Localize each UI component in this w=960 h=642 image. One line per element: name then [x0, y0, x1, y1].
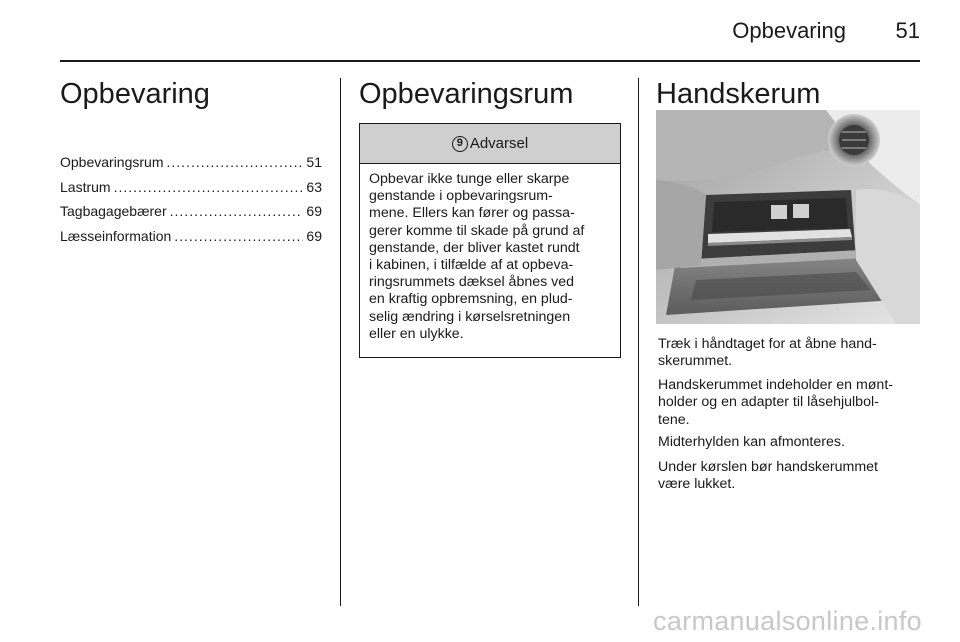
toc-entry-page: 51 [306, 154, 322, 170]
toc-leader [174, 224, 303, 249]
paragraph [658, 377, 922, 429]
running-header-title: Opbevaring [732, 18, 846, 43]
toc-entry[interactable] [60, 150, 322, 175]
glovebox-photo [656, 110, 920, 324]
toc-entry-label: Opbevaringsrum [60, 154, 164, 170]
section-title-storage: Opbevaringsrum [359, 78, 574, 110]
warning-line: gerer komme til skade på grund af [369, 222, 585, 239]
paragraph-line: være lukket. [658, 476, 736, 493]
paragraph-line: Handskerummet indeholder en mønt- [658, 377, 893, 393]
warning-box [359, 123, 621, 358]
paragraph [658, 459, 922, 494]
toc-entry-label: Læsseinformation [60, 227, 172, 244]
warning-text [360, 164, 620, 343]
paragraph-line: Træk i håndtaget for at åbne hand- [658, 336, 877, 352]
paragraph [658, 434, 922, 451]
paragraph-line: Midterhylden kan afmonteres. [658, 434, 845, 450]
warning-line: mene. Ellers kan fører og passa- [369, 205, 575, 222]
warning-line: eller en ulykke. [369, 325, 464, 342]
warning-heading: Advarsel [469, 135, 529, 152]
toc-entry-page: 63 [306, 178, 322, 195]
column-divider-1 [340, 78, 341, 606]
warning-line: genstande i opbevaringsrum- [369, 188, 553, 205]
toc-entry[interactable] [60, 199, 322, 224]
watermark: carmanualsonline.info [653, 606, 922, 636]
warning-header [360, 124, 620, 164]
chapter-title: Opbevaring [60, 78, 210, 110]
column-divider-2 [638, 78, 639, 606]
toc-entry-label: Lastrum [60, 178, 111, 195]
page-number: 51 [895, 18, 920, 43]
warning-line: selig ændring i kørselsretningen [369, 308, 571, 325]
warning-line: en kraftig opbremsning, en plud- [369, 291, 573, 308]
toc-entry-page: 69 [306, 203, 322, 219]
toc-leader [170, 199, 304, 224]
warning-line: i kabinen, i tilfælde af at opbeva- [369, 257, 574, 274]
toc-entry[interactable] [60, 175, 322, 200]
header-divider [60, 60, 920, 62]
toc-entry-page: 69 [306, 227, 322, 244]
paragraph-line: Under kørslen bør handskerummet [658, 459, 878, 475]
toc-entry-label: Tagbagagebærer [60, 203, 167, 219]
paragraph-line: tene. [658, 411, 690, 428]
paragraph-line: skerummet. [658, 353, 733, 370]
paragraph-line: holder og en adapter til låsehjulbol- [658, 394, 879, 411]
warning-line: ringsrummets dæksel åbnes ved [369, 274, 575, 291]
warning-circle-icon: 9 [452, 136, 468, 152]
section-title-glovebox: Handskerum [656, 78, 821, 110]
toc-leader [167, 150, 304, 175]
toc-leader [114, 175, 304, 200]
paragraph [658, 336, 922, 371]
toc-entry[interactable] [60, 224, 322, 249]
chapter-toc [60, 150, 322, 248]
warning-line: Opbevar ikke tunge eller skarpe [369, 171, 570, 187]
warning-line: genstande, der bliver kastet rundt [369, 239, 580, 256]
